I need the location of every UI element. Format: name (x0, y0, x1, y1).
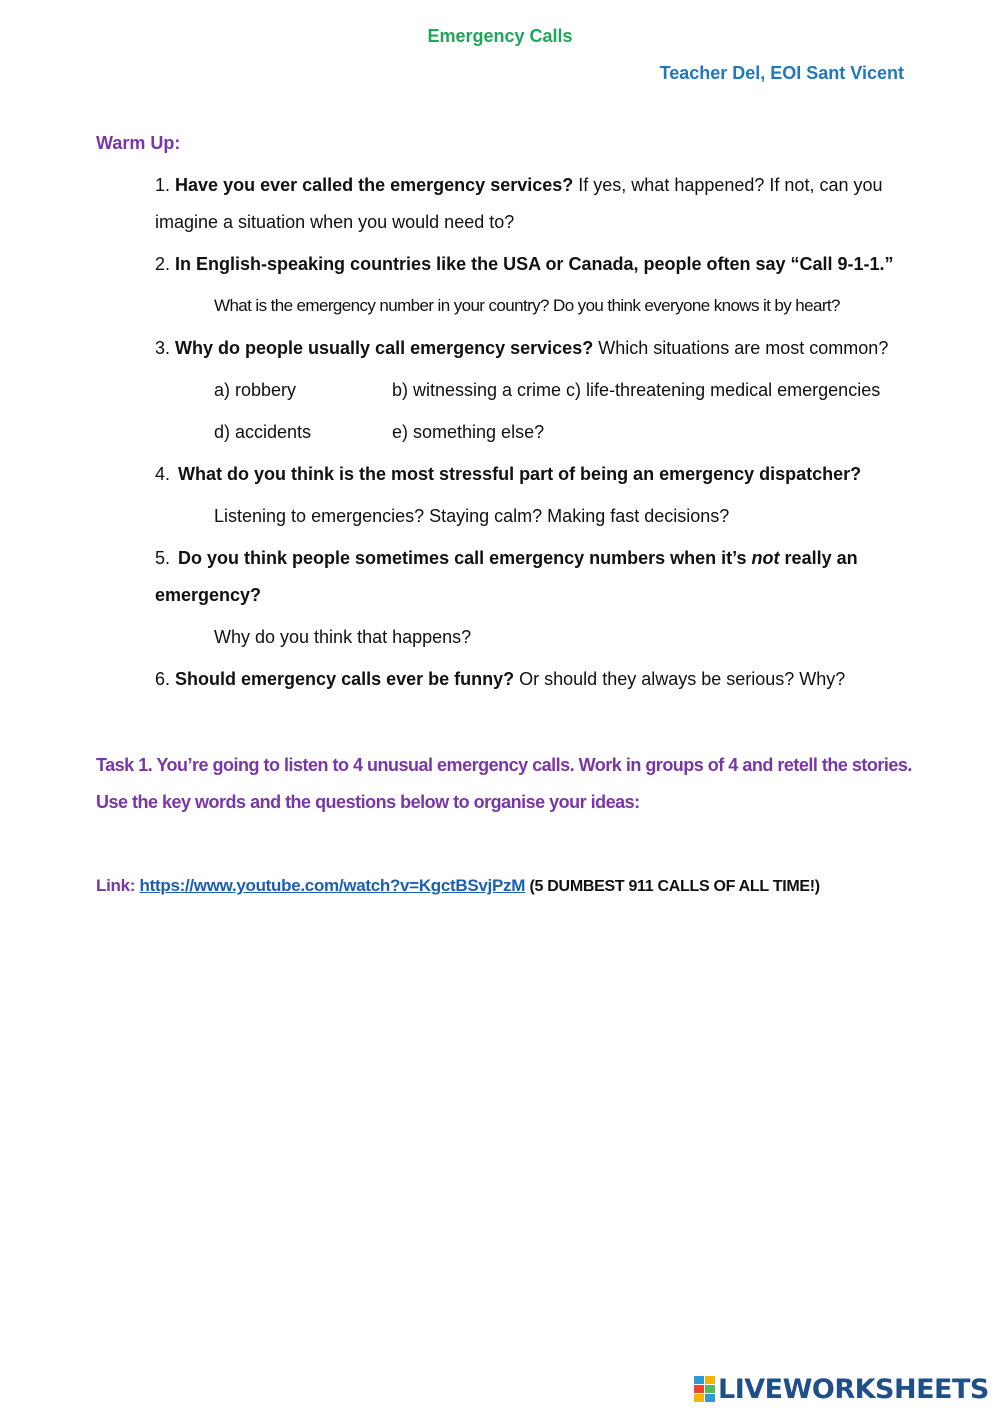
question-3-bold: Why do people usually call emergency services? (175, 338, 594, 358)
liveworksheets-logo[interactable] (694, 1372, 989, 1406)
question-6-bold: Should emergency calls ever be funny? (175, 669, 515, 689)
option-b-c: b) witnessing a crime c) life-threatening medical emergencies (392, 380, 881, 400)
link-line (96, 876, 820, 896)
question-1-number: 1. (155, 175, 171, 195)
option-e: e) something else? (392, 422, 545, 442)
question-4-number: 4. (155, 464, 171, 484)
question-1-bold: Have you ever called the emergency services? (175, 175, 574, 195)
youtube-link[interactable]: https://www.youtube.com/watch?v=KgctBSvjPzM (139, 876, 526, 895)
question-3-rest: Which situations are most common? (598, 338, 889, 358)
question-2-number: 2. (155, 254, 171, 274)
question-1-rest: If yes, what happened? If not, can you (578, 175, 883, 195)
question-1-continuation: imagine a situation when you would need to? (155, 212, 515, 232)
option-a: a) robbery (214, 380, 297, 400)
question-4-sub: Listening to emergencies? Staying calm? Making fast decisions? (214, 506, 730, 526)
question-5-number: 5. (155, 548, 171, 568)
question-5-bold-a: Do you think people sometimes call emergency numbers when it’s (178, 548, 747, 568)
question-2-sub: What is the emergency number in your country? Do you think everyone knows it by heart? (214, 296, 840, 315)
liveworksheets-logo-icon (694, 1376, 716, 1402)
question-2-bold: In English-speaking countries like the USA or Canada, people often say “Call 9-1-1.” (175, 254, 894, 274)
question-6-rest: Or should they always be serious? Why? (519, 669, 846, 689)
question-3-number: 3. (155, 338, 171, 358)
link-note: (5 DUMBEST 911 CALLS OF ALL TIME!) (529, 878, 820, 895)
author-line: Teacher Del, EOI Sant Vicent (659, 63, 904, 83)
question-5-italic: not (751, 548, 780, 568)
question-6-number: 6. (155, 669, 171, 689)
question-5-continuation: emergency? (155, 585, 262, 605)
question-5 (155, 548, 858, 569)
question-2 (155, 254, 894, 275)
task-1-line-2: Use the key words and the questions below to organise your ideas: (96, 792, 640, 812)
liveworksheets-logo-text: LIVEWORKSHEETS (718, 1373, 989, 1405)
question-4 (155, 464, 861, 485)
question-1 (155, 175, 883, 196)
warmup-heading: Warm Up: (96, 133, 181, 153)
link-label: Link: (96, 876, 136, 895)
question-4-bold: What do you think is the most stressful part of being an emergency dispatcher? (178, 464, 862, 484)
question-6 (155, 669, 845, 690)
question-3 (155, 338, 888, 359)
question-5-sub: Why do you think that happens? (214, 627, 472, 647)
document-title: Emergency Calls (427, 26, 573, 46)
task-1-line-1: Task 1. You’re going to listen to 4 unusual emergency calls. Work in groups of 4 and retell the stories. (96, 755, 912, 775)
question-5-bold-b: really an (784, 548, 858, 568)
option-d: d) accidents (214, 422, 312, 442)
